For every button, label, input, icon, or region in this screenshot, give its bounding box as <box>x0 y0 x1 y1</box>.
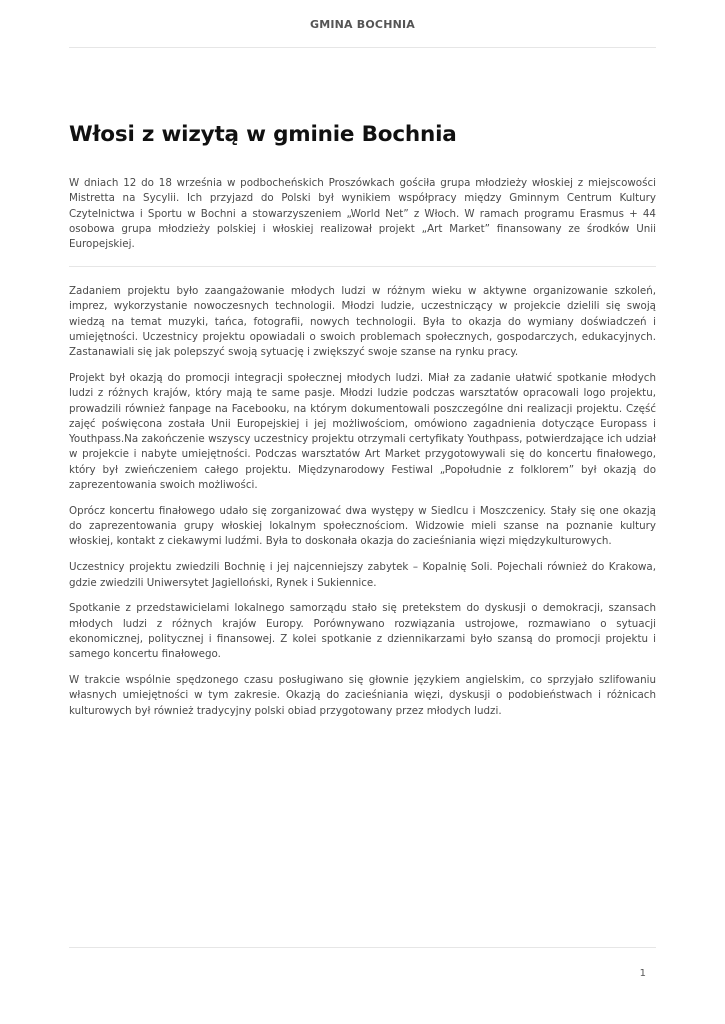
page-header <box>69 0 656 48</box>
article-paragraph: Spotkanie z przedstawicielami lokalnego samorządu stało się pretekstem do dyskusji o demokracji, szansach młodych ludzi z różnych krajów Europy. Porównywano rozwiązania ustrojowe, rozmawiano o sytuacji ekonomicznej, politycznej i finansowej. Z kolei spotkanie z dziennikarzami było szansą do promocji projektu i samego koncertu finałowego. <box>69 602 656 661</box>
section-divider <box>69 266 656 267</box>
site-name: GMINA BOCHNIA <box>309 18 416 31</box>
article-body <box>69 284 656 729</box>
article-lead: W dniach 12 do 18 września w podbocheńskich Proszówkach gościła grupa młodzieży włoskiej z miejscowości Mistretta na Sycylii. Ich przyjazd do Polski był wynikiem współpracy między Gminnym Centrum Kultury Czytelnictwa i Sportu w Bochni a stowarzyszeniem „World Net” z Włoch. W ramach programu Erasmus + 44 osobowa grupa młodzieży polskiej i włoskiej realizował projekt „Art Market” finansowany ze środków Unii Europejskiej. <box>69 177 656 251</box>
page-footer-divider <box>69 947 656 948</box>
page-number: 1 <box>639 968 646 979</box>
article-paragraph: Oprócz koncertu finałowego udało się zorganizować dwa występy w Siedlcu i Moszczenicy. Stały się one okazją do zaprezentowania grupy włoskiej lokalnym społecznościom. Widzowie mieli szanse na poznanie kultury włoskiej, kontakt z ciekawymi ludźmi. Była to doskonała okazja do zacieśniania więzi międzykulturowych. <box>69 504 656 548</box>
article-paragraph: Uczestnicy projektu zwiedzili Bochnię i jej najcenniejszy zabytek – Kopalnię Soli. Pojechali również do Krakowa, gdzie zwiedzili Uniwersytet Jagielloński, Rynek i Sukiennice. <box>69 561 656 589</box>
article-paragraph: Zadaniem projektu było zaangażowanie młodych ludzi w różnym wieku w aktywne organizowanie szkoleń, imprez, wykorzystanie nowoczesnych technologii. Młodzi ludzie, uczestniczący w projekcie dzielili się swoją wiedzą na temat muzyki, tańca, fotografii, nowych technologii. Była to okazja do wymiany doświadczeń i umiejętności. Uczestnicy projektu opowiadali o swoich problemach społecznych, gospodarczych, edukacyjnych. Zastanawiali się jak polepszyć swoją sytuację i zwiększyć swoje szanse na rynku pracy. <box>69 285 656 359</box>
article-paragraph: Projekt był okazją do promocji integracji społecznej młodych ludzi. Miał za zadanie ułatwić spotkanie młodych ludzi z różnych krajów, który mają te same pasje. Młodzi ludzie podczas warsztatów opracowali logo projektu, prowadzili również fanpage na Facebooku, na którym dokumentowali poszczególne dni realizacji projektu. Część zajęć poświęcona została Unii Europejskiej i jej możliwościom, omówiono zagadnienia dotyczące Europass i Youthpass.Na zakończenie wszyscy uczestnicy projektu otrzymali certyfikaty Youthpass, potwierdzające ich udział w projekcie i nabyte umiejętności. Podczas warsztatów Art Market przygotowywali się do koncertu finałowego, który był zwieńczeniem całego projektu. Międzynarodowy Festiwal „Popołudnie z folklorem” był okazją do zaprezentowania swoich możliwości. <box>69 371 656 492</box>
article-title: Włosi z wizytą w gminie Bochnia <box>69 122 457 147</box>
article-paragraph: W trakcie wspólnie spędzonego czasu posługiwano się głownie językiem angielskim, co sprzyjało szlifowaniu własnych umiejętności w tym zakresie. Okazją do zacieśniania więzi, dyskusji o podobieństwach i różnicach kulturowych był również tradycyjny polski obiad przygotowany przez młodych ludzi. <box>69 674 656 717</box>
